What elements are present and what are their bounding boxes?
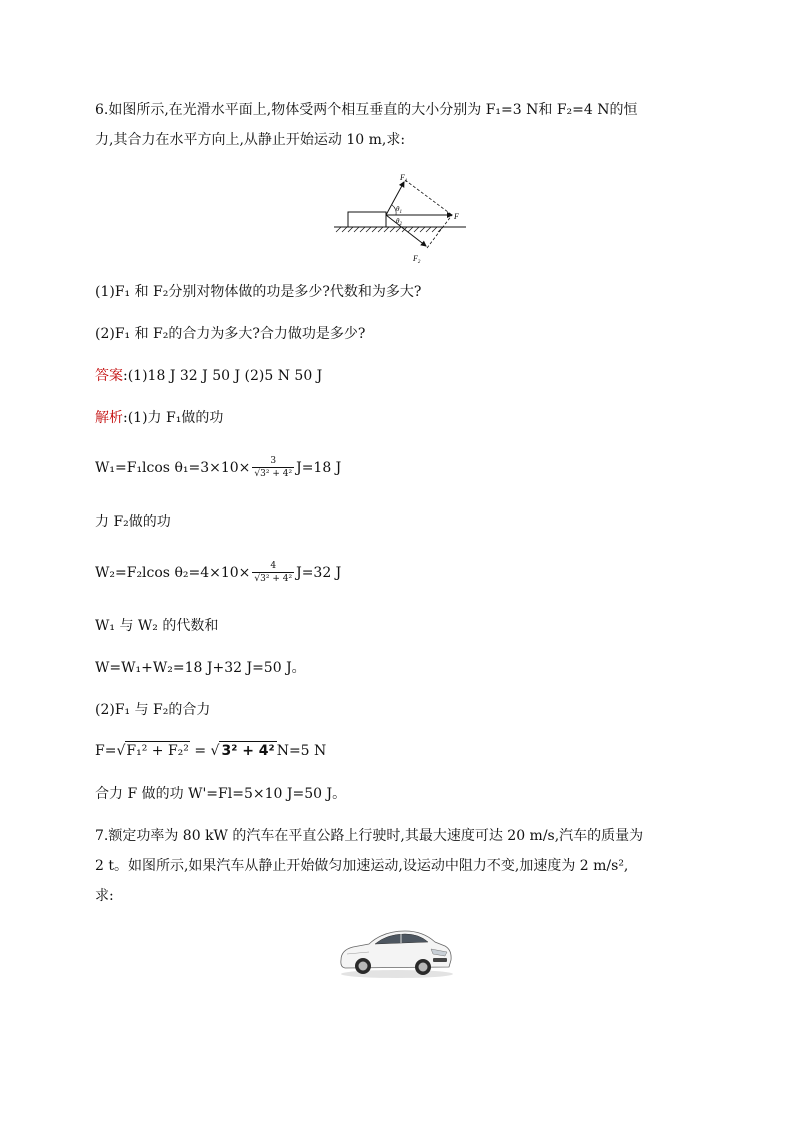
f-lhs: F=: [95, 743, 117, 759]
q6-text-line1: 6.如图所示,在光滑水平面上,物体受两个相互垂直的大小分别为 F₁=3 N和 F₂=4 N的恒: [95, 102, 638, 118]
f1-label: $F_1$: [400, 173, 408, 184]
theta2-label: $\theta_2$: [396, 217, 402, 227]
f-rhs: N=5 N: [276, 743, 327, 759]
work-line: 合力 F 做的功 W'=Fl=5×10 J=50 J。: [95, 786, 347, 802]
q6-sub2: (2)F₁ 和 F₂的合力为多大?合力做功是多少?: [95, 326, 366, 342]
theta1-label: $\theta_1$: [396, 205, 402, 215]
answer-line: [95, 367, 322, 385]
w1-equation: [95, 456, 341, 480]
analysis-line: [95, 409, 223, 427]
q7-text-line3: 求:: [95, 888, 114, 904]
w1-lhs: W₁=F₁lcos θ₁=3×10×: [95, 460, 251, 476]
q7-text-line1: 7.额定功率为 80 kW 的汽车在平直公路上行驶时,其最大速度可达 20 m/s,汽车的质量为: [95, 828, 644, 844]
w1-numerator: 3: [270, 456, 277, 466]
w1-denominator: √3² + 4²: [254, 469, 293, 479]
w1-fraction: [252, 456, 294, 480]
w2-denominator: √3² + 4²: [254, 574, 293, 584]
f-radical1: F₁² + F₂²: [126, 743, 189, 759]
answer-label: 答案: [95, 368, 123, 384]
w2-equation: [95, 561, 341, 585]
analysis-intro: :(1)力 F₁做的功: [123, 410, 224, 426]
f-radical2: 3² + 4²: [221, 743, 275, 759]
answer-text: :(1)18 J 32 J 50 J (2)5 N 50 J: [123, 368, 323, 384]
w2-rhs: J=32 J: [296, 565, 342, 581]
sum-intro: W₁ 与 W₂ 的代数和: [95, 618, 219, 634]
resultant-equation: F=√F₁² + F₂² = √ 3² + 4² N=5 N: [95, 743, 327, 759]
resultant-intro: (2)F₁ 与 F₂的合力: [95, 702, 211, 718]
force-diagram: [330, 168, 470, 264]
w1-rhs: J=18 J: [296, 460, 342, 476]
w2-fraction: [252, 561, 294, 585]
w2-intro: 力 F₂做的功: [95, 514, 171, 530]
block: [348, 212, 386, 227]
car-image: [335, 922, 455, 980]
analysis-label: 解析: [95, 410, 123, 426]
q6-text-line2: 力,其合力在水平方向上,从静止开始运动 10 m,求:: [95, 132, 406, 148]
q7-text-line2: 2 t。如图所示,如果汽车从静止开始做匀加速运动,设运动中阻力不变,加速度为 2 m/s²,: [95, 858, 629, 874]
q6-sub1: (1)F₁ 和 F₂分别对物体做的功是多少?代数和为多大?: [95, 284, 422, 300]
w2-numerator: 4: [270, 561, 277, 571]
w2-lhs: W₂=F₂lcos θ₂=4×10×: [95, 565, 251, 581]
f-label: F: [454, 212, 459, 221]
sum-equation: W=W₁+W₂=18 J+32 J=50 J。: [95, 660, 306, 676]
f2-label: $F_2$: [413, 254, 421, 264]
f-equals: =: [189, 743, 211, 759]
